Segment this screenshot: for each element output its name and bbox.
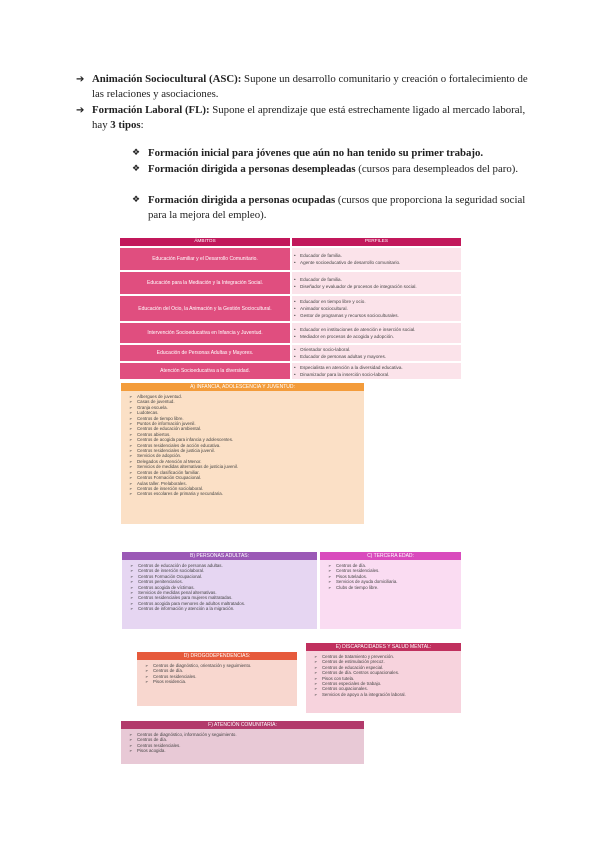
perfil-item: • Educador en tiempo libre y ocio. bbox=[292, 298, 461, 305]
perfil-item: • Educador de familia. bbox=[292, 252, 461, 259]
paragraph-bold: Animación Sociocultural (ASC): bbox=[92, 73, 242, 85]
box-title: F) ATENCIÓN COMUNITARIA: bbox=[121, 721, 364, 729]
type-bold: Formación inicial para jóvenes que aún no han tenido su primer trabajo. bbox=[148, 147, 484, 159]
list-item: ➢ Centros de diagnóstico, información y seguimiento. bbox=[129, 732, 364, 737]
table-cell-ambito: Intervención Socioeducativa en Infancia y Juventud. bbox=[120, 323, 290, 343]
diamond-bullet-icon: ❖ bbox=[132, 195, 141, 205]
box-title: A) INFANCIA, ADOLESCENCIA Y JUVENTUD: bbox=[121, 383, 364, 391]
list-item: ➢ Centros de tratamiento y prevención. bbox=[314, 654, 461, 659]
box-drogodependencias bbox=[137, 652, 297, 706]
perfil-item: • Educador de familia. bbox=[292, 276, 461, 283]
box-title: E) DISCAPACIDADES Y SALUD MENTAL: bbox=[306, 643, 461, 651]
perfil-item: • Educador de personas adultas y mayores. bbox=[292, 353, 461, 360]
list-item: ➢ Centros de educación especial. bbox=[314, 665, 461, 670]
type-bold: Formación dirigida a personas ocupadas bbox=[148, 194, 336, 206]
table-cell-perfiles bbox=[292, 272, 461, 294]
box-title: D) DROGODEPENDENCIAS: bbox=[137, 652, 297, 660]
list-item: ➢ Centros de día. bbox=[129, 737, 364, 742]
paragraph-text: Supone el aprendizaje que está estrechamente ligado al mercado laboral, hay bbox=[92, 104, 526, 131]
table-cell-perfiles bbox=[292, 363, 461, 379]
box-atencion-comunitaria bbox=[121, 721, 364, 764]
list-item: ➢ Clubs de tiempo libre. bbox=[328, 585, 461, 590]
box-title: B) PERSONAS ADULTAS: bbox=[122, 552, 317, 560]
diamond-bullet-icon: ❖ bbox=[132, 164, 141, 174]
list-item: ➢ Casas de juventud. bbox=[129, 399, 364, 404]
perfil-item: • Mediador en procesos de acogida y adopción. bbox=[292, 333, 461, 340]
box-list bbox=[137, 660, 297, 685]
type-item bbox=[132, 162, 538, 177]
list-item: ➢ Servicios de medidas penal alternativas. bbox=[130, 590, 317, 595]
list-item: ➢ Centros residenciales de acción educativa. bbox=[129, 443, 364, 448]
arrow-icon: ➔ bbox=[76, 105, 85, 116]
box-title: C) TERCERA EDAD: bbox=[320, 552, 461, 560]
perfil-item: • Animador sociocultural. bbox=[292, 305, 461, 312]
list-item: ➢ Centros residenciales. bbox=[129, 743, 364, 748]
arrow-icon: ➔ bbox=[76, 74, 85, 85]
list-item: ➢ Puntos de información juvenil. bbox=[129, 421, 364, 426]
perfil-item: • Educador en instituciones de atención e inserción social. bbox=[292, 326, 461, 333]
list-item: ➢ Delegados de Atención al Menor. bbox=[129, 459, 364, 464]
list-item: ➢ Centros acogida para menores de adultos maltratados. bbox=[130, 601, 317, 606]
perfil-item: • Agente socioeducativo de desarrollo comunitario. bbox=[292, 259, 461, 266]
table-cell-ambito: Educación de Personas Adultas y Mayores. bbox=[120, 345, 290, 361]
list-item: ➢ Centros de estimulación precoz. bbox=[314, 659, 461, 664]
list-item: ➢ Albergues de juventud. bbox=[129, 394, 364, 399]
list-item: ➢ Pisos con tutela. bbox=[314, 676, 461, 681]
paragraph-fl bbox=[76, 103, 532, 133]
paragraph-tail: : bbox=[140, 119, 144, 131]
list-item: ➢ Centros especiales de trabajo. bbox=[314, 681, 461, 686]
table-cell-perfiles bbox=[292, 345, 461, 361]
list-item: ➢ Centros de inserción sociolaboral. bbox=[130, 568, 317, 573]
list-item: ➢ Centros residenciales. bbox=[145, 674, 297, 679]
list-item: ➢ Centros de educación de personas adultas. bbox=[130, 563, 317, 568]
box-list bbox=[121, 391, 364, 497]
list-item: ➢ Centros de acogida para infancia y adolescentes. bbox=[129, 437, 364, 442]
list-item: ➢ Centros de educación ambiental. bbox=[129, 426, 364, 431]
list-item: ➢ Ludotecas. bbox=[129, 410, 364, 415]
list-item: ➢ Centros de día. Centros ocupacionales. bbox=[314, 670, 461, 675]
paragraph-text: Supone un desarrollo comunitario y creación o fortalecimiento de las relaciones y asociaciones. bbox=[92, 73, 528, 100]
box-list bbox=[306, 651, 461, 697]
list-item: ➢ Servicios de ayuda domiciliaria. bbox=[328, 579, 461, 584]
table-cell-perfiles bbox=[292, 296, 461, 321]
list-item: ➢ Servicios de medidas alternativas de justicia juvenil. bbox=[129, 464, 364, 469]
box-list bbox=[122, 560, 317, 612]
table-cell-ambito: Educación para la Mediación y la Integración Social. bbox=[120, 272, 290, 294]
table-cell-ambito: Atención Socioeducativa a la diversidad. bbox=[120, 363, 290, 379]
list-item: ➢ Centros ocupacionales. bbox=[314, 686, 461, 691]
list-item: ➢ Centros de día. bbox=[145, 668, 297, 673]
type-item bbox=[132, 146, 538, 161]
type-item bbox=[132, 193, 538, 223]
box-list bbox=[320, 560, 461, 590]
perfil-item: • Gestor de programas y recursos socioculturales. bbox=[292, 312, 461, 319]
type-text: (cursos para desempleados del paro). bbox=[355, 163, 519, 175]
list-item: ➢ Servicios de adopción. bbox=[129, 453, 364, 458]
paragraph-bold-2: 3 tipos bbox=[110, 119, 141, 131]
perfil-item: • Dinamizador para la inserción socio-laboral. bbox=[292, 371, 461, 378]
table-cell-ambito: Educación Familiar y el Desarrollo Comunitario. bbox=[120, 248, 290, 270]
table-cell-ambito: Educación del Ocio, la Animación y la Gestión Sociocultural. bbox=[120, 296, 290, 321]
list-item: ➢ Aulas taller. Prelaborales. bbox=[129, 481, 364, 486]
list-item: ➢ Centros abiertos. bbox=[129, 432, 364, 437]
list-item: ➢ Pisos residencia. bbox=[145, 679, 297, 684]
box-discapacidades bbox=[306, 643, 461, 713]
list-item: ➢ Centros residenciales para mujeres maltratadas. bbox=[130, 595, 317, 600]
ambitos-perfiles-table bbox=[120, 238, 461, 379]
list-item: ➢ Centros de clasificación familiar. bbox=[129, 470, 364, 475]
list-item: ➢ Centros Formación Ocupacional. bbox=[129, 475, 364, 480]
box-infancia bbox=[121, 383, 364, 524]
table-cell-perfiles bbox=[292, 248, 461, 270]
type-bold: Formación dirigida a personas desempleadas bbox=[148, 163, 356, 175]
diamond-bullet-icon: ❖ bbox=[132, 148, 141, 158]
list-item: ➢ Centros residenciales. bbox=[328, 568, 461, 573]
perfil-item: • Especialista en atención a la diversidad educativa. bbox=[292, 364, 461, 371]
list-item: ➢ Centros de tiempo libre. bbox=[129, 416, 364, 421]
list-item: ➢ Granja escuela. bbox=[129, 405, 364, 410]
list-item: ➢ Centros de diagnóstico, orientación y seguimiento. bbox=[145, 663, 297, 668]
list-item: ➢ Centros acogida de víctimas. bbox=[130, 585, 317, 590]
list-item: ➢ Centros residenciales de justicia juvenil. bbox=[129, 448, 364, 453]
list-item: ➢ Servicios de apoyo a la integración laboral. bbox=[314, 692, 461, 697]
box-tercera-edad bbox=[320, 552, 461, 629]
perfil-item: • Orientador socio-laboral. bbox=[292, 346, 461, 353]
list-item: ➢ Pisos tutelados. bbox=[328, 574, 461, 579]
list-item: ➢ Centros de inserción sociolaboral. bbox=[129, 486, 364, 491]
table-cell-perfiles bbox=[292, 323, 461, 343]
list-item: ➢ Centros escolares de primaria y secundaria. bbox=[129, 491, 364, 496]
box-personas-adultas bbox=[122, 552, 317, 629]
list-item: ➢ Centros de información y atención a la migración. bbox=[130, 606, 317, 611]
list-item: ➢ Pisos acogida. bbox=[129, 748, 364, 753]
table-header-perfiles: PERFILES bbox=[292, 238, 461, 246]
list-item: ➢ Centros de día. bbox=[328, 563, 461, 568]
list-item: ➢ Centros Formación Ocupacional. bbox=[130, 574, 317, 579]
list-item: ➢ Centros penitenciarios. bbox=[130, 579, 317, 584]
paragraph-asc bbox=[76, 72, 532, 102]
table-header-ambitos: ÁMBITOS bbox=[120, 238, 290, 246]
type-text: (cursos que proporciona la seguridad social para la mejora del empleo). bbox=[148, 194, 526, 221]
box-list bbox=[121, 729, 364, 754]
perfil-item: • Diseñador y evaluador de procesos de integración social. bbox=[292, 283, 461, 290]
paragraph-bold: Formación Laboral (FL): bbox=[92, 104, 210, 116]
